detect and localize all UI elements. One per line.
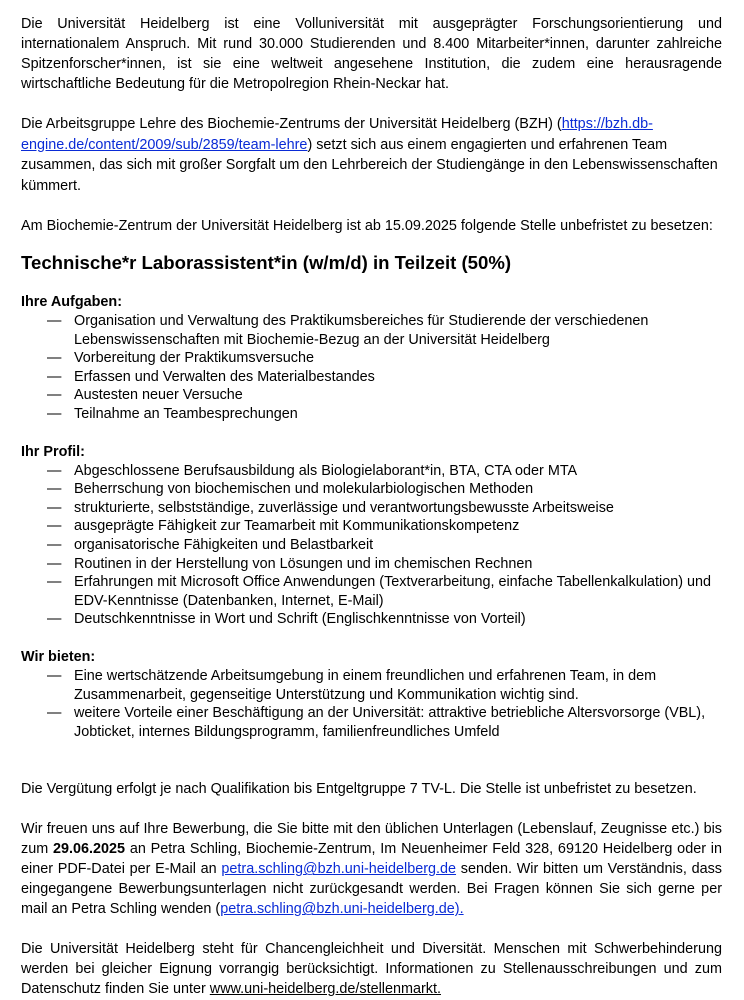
list-item: — Routinen in der Herstellung von Lösungen und im chemischen Rechnen <box>47 555 533 572</box>
dash-icon: — <box>47 574 62 591</box>
offer-list <box>21 667 722 741</box>
list-item: — weitere Vorteile einer Beschäftigung an der Universität: attraktive betriebliche Altersvorsorge (VBL), Jobticket, internes Bildungsprogramm, familienfreundliches Umfeld <box>47 705 706 740</box>
position-intro: Am Biochemie-Zentrum der Universität Heidelberg ist ab 15.09.2025 folgende Stelle unbefristet zu besetzen: <box>21 218 713 234</box>
dash-icon: — <box>47 350 62 367</box>
dash-icon: — <box>47 462 62 479</box>
team-lehre-link[interactable]: https://bzh.db-engine.de/content/2009/sub/2859/team-lehre <box>21 116 653 153</box>
dash-icon: — <box>47 499 62 516</box>
list-item: — Austesten neuer Versuche <box>47 387 243 404</box>
dash-icon: — <box>47 555 62 572</box>
group-paragraph <box>21 114 722 196</box>
list-item: — strukturierte, selbstständige, zuverlässige und verantwortungsbewusste Arbeitsweise <box>47 499 614 516</box>
profile-heading: Ihr Profil: <box>21 443 85 460</box>
dash-icon: — <box>47 313 62 329</box>
list-item: — Organisation und Verwaltung des Praktikumsbereiches für Studierende der verschiedenen Lebenswissenschaften mit Biochemie-Bezug an der Universität Heidelberg <box>47 313 649 348</box>
stellenmarkt-link[interactable]: www.uni-heidelberg.de/stellenmarkt. <box>209 981 441 998</box>
list-item: — Vorbereitung der Praktikumsversuche <box>47 350 314 367</box>
dash-icon: — <box>47 368 62 385</box>
list-item: — Deutschkenntnisse in Wort und Schrift (Englischkenntnisse von Vorteil) <box>47 611 526 628</box>
job-title: Technische*r Laborassistent*in (w/m/d) in Teilzeit (50%) <box>21 252 512 273</box>
list-item: — Abgeschlossene Berufsausbildung als Biologielaborant*in, BTA, CTA oder MTA <box>47 462 578 479</box>
diversity-paragraph: Die Universität Heidelberg steht für Chancengleichheit und Diversität. Menschen mit Schwerbehinderung werden bei gleicher Eignung vorrangig berücksichtigt. Informationen zu Stellenausschreibungen und zum Datenschutz finden Sie unter www.uni-heidelberg.de/stellenmarkt. <box>21 941 722 998</box>
dash-icon: — <box>47 405 62 422</box>
list-item: — Teilnahme an Teambesprechungen <box>47 405 298 422</box>
list-item: — Beherrschung von biochemischen und molekularbiologischen Methoden <box>47 481 534 498</box>
dash-icon: — <box>47 481 62 498</box>
dash-icon: — <box>47 387 62 404</box>
salary-paragraph: Die Vergütung erfolgt je nach Qualifikation bis Entgeltgruppe 7 TV-L. Die Stelle ist unbefristet zu besetzen. <box>21 781 697 798</box>
email-link[interactable]: petra.schling@bzh.uni-heidelberg.de <box>221 861 457 878</box>
group-text-after: ) setzt sich aus einem engagierten und erfahrenen Team zusammen, das sich mit großer Sorgfalt um den Lehrbereich der Studiengänge in den Lebenswissenschaften kümmert. <box>21 136 718 194</box>
dash-icon: — <box>47 705 62 722</box>
profile-list <box>21 462 722 629</box>
list-item: — Eine wertschätzende Arbeitsumgebung in einem freundlichen und erfahrenen Team, in dem Zusammenarbeit, gegenseitige Unterstützung und Kommunikation wichtig sind. <box>47 667 657 703</box>
intro-paragraph: Die Universität Heidelberg ist eine Volluniversität mit ausgeprägter Forschungsorientierung und internationalem Anspruch. Mit rund 30.000 Studierenden und 8.400 Mitarbeiter*innen, darunter zahlreiche Spitzenforscher*innen, ist sie eine weltweit angesehene Institution, die zudem eine herausragende wirtschaftliche Bedeutung für die Metropolregion Rhein-Neckar hat. <box>21 16 722 92</box>
email-link-2[interactable]: petra.schling@bzh.uni-heidelberg.de). <box>220 901 464 918</box>
application-paragraph: Wir freuen uns auf Ihre Bewerbung, die Sie bitte mit den üblichen Unterlagen (Lebenslauf, Zeugnisse etc.) bis zum 29.06.2025 an Petra Schling, Biochemie-Zentrum, Im Neuenheimer Feld 328, 69120 Heidelberg oder in einer PDF-Datei per E-Mail an petra.schling@bzh.uni-heidelberg.de senden. Wir bitten um Verständnis, dass eingegangene Bewerbungsunterlagen nicht zurückgesandt werden. Bei Fragen können Sie sich gerne per mail an Petra Schling wenden (petra.schling@bzh.uni-heidelberg.de). <box>21 821 723 918</box>
application-deadline: 29.06.2025 <box>53 841 126 858</box>
tasks-list <box>21 312 722 424</box>
list-item: — Erfassen und Verwalten des Materialbestandes <box>47 368 375 385</box>
dash-icon: — <box>47 667 62 684</box>
group-text-before: Die Arbeitsgruppe Lehre des Biochemie-Zentrums der Universität Heidelberg (BZH) ( <box>21 116 562 132</box>
tasks-heading: Ihre Aufgaben: <box>21 294 123 310</box>
list-item: — Erfahrungen mit Microsoft Office Anwendungen (Textverarbeitung, einfache Tabellenkalkulation) und EDV-Kenntnisse (Datenbanken, Internet, E-Mail) <box>47 574 712 609</box>
dash-icon: — <box>47 518 62 535</box>
offer-heading: Wir bieten: <box>21 648 96 665</box>
list-item: — organisatorische Fähigkeiten und Belastbarkeit <box>47 536 374 553</box>
dash-icon: — <box>47 611 62 628</box>
list-item: — ausgeprägte Fähigkeit zur Teamarbeit mit Kommunikationskompetenz <box>47 518 520 535</box>
dash-icon: — <box>47 536 62 553</box>
